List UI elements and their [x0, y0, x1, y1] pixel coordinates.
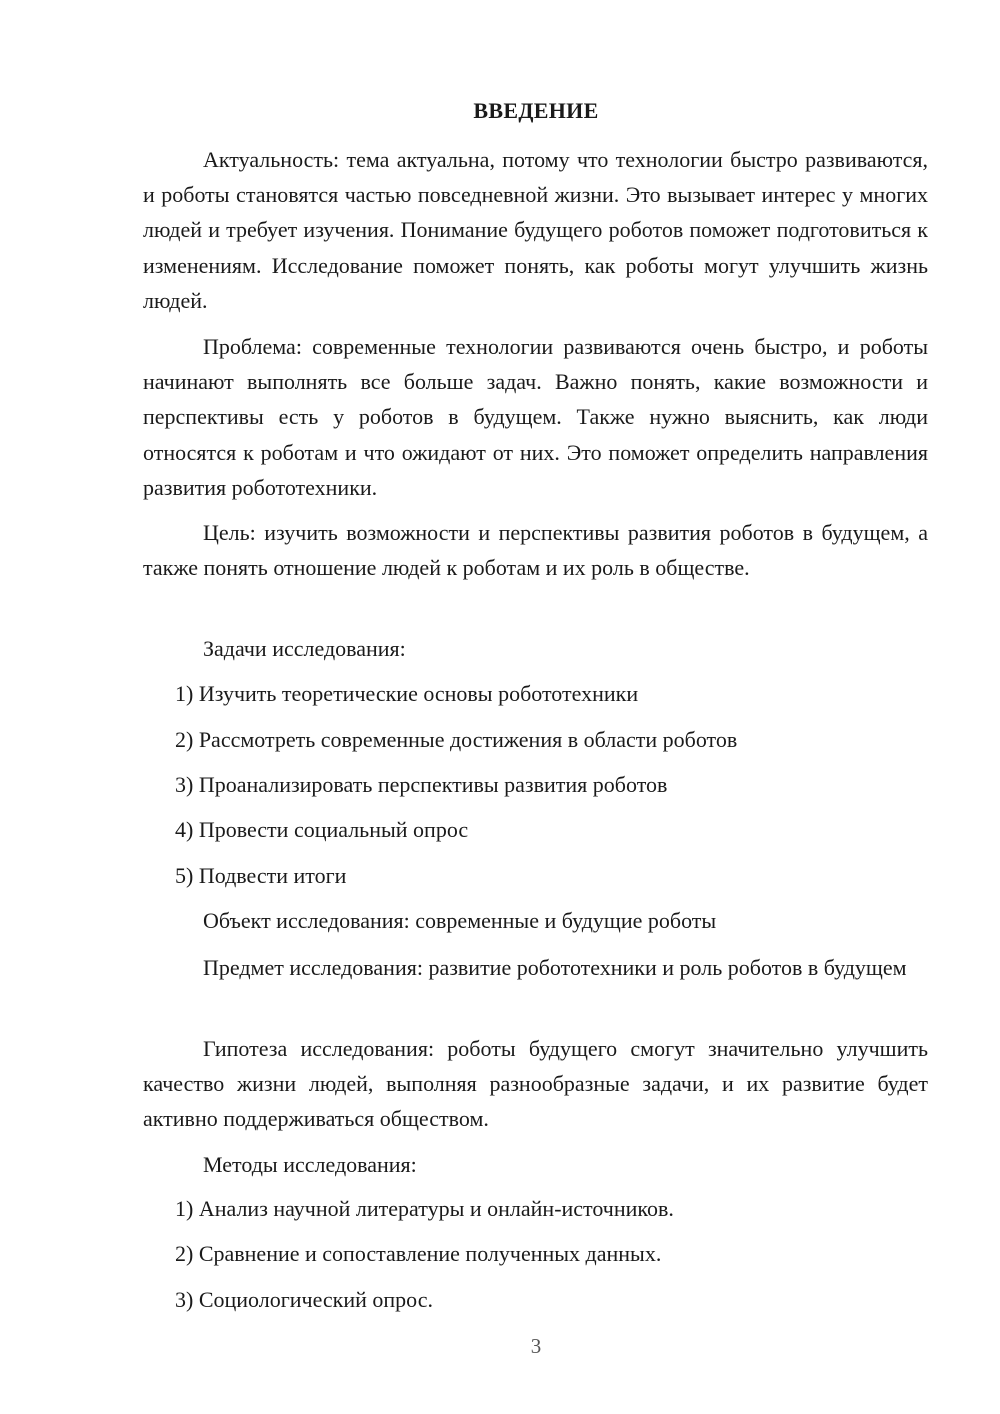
task-item-5: 5) Подвести итоги [175, 863, 347, 888]
task-item-1: 1) Изучить теоретические основы робототехники [175, 681, 639, 706]
goal-paragraph: Цель: изучить возможности и перспективы развития роботов в будущем, а также понять отношение людей к роботам и их роль в обществе. [143, 520, 928, 581]
page-number: 3 [530, 1334, 542, 1358]
task-item-2: 2) Рассмотреть современные достижения в области роботов [175, 727, 738, 752]
method-item-2: 2) Сравнение и сопоставление полученных данных. [175, 1241, 662, 1266]
relevance-paragraph: Актуальность: тема актуальна, потому что технологии быстро развиваются, и роботы становятся частью повседневной жизни. Это вызывает интерес у многих людей и требует изучения. Понимание будущего роботов поможет подготовиться к изменениям. Исследование поможет понять, как роботы могут улучшить жизнь людей. [143, 147, 928, 313]
method-item-3: 3) Социологический опрос. [175, 1287, 433, 1312]
section-title: ВВЕДЕНИЕ [473, 98, 599, 123]
problem-paragraph: Проблема: современные технологии развиваются очень быстро, и роботы начинают выполнять все больше задач. Важно понять, какие возможности и перспективы есть у роботов в будущем. Также нужно выяснить, как люди относятся к роботам и что ожидают от них. Это поможет определить направления развития робототехники. [143, 334, 928, 500]
hypothesis-paragraph: Гипотеза исследования: роботы будущего смогут значительно улучшить качество жизни людей, выполняя разнообразные задачи, и их развитие будет активно поддерживаться обществом. [143, 1036, 928, 1132]
method-item-1: 1) Анализ научной литературы и онлайн-источников. [175, 1196, 674, 1221]
tasks-heading: Задачи исследования: [203, 636, 406, 661]
methods-heading: Методы исследования: [203, 1152, 417, 1177]
task-item-3: 3) Проанализировать перспективы развития роботов [175, 772, 668, 797]
object-line: Объект исследования: современные и будущие роботы [203, 908, 717, 933]
task-item-4: 4) Провести социальный опрос [175, 817, 469, 842]
subject-paragraph: Предмет исследования: развитие робототехники и роль роботов в будущем [203, 955, 907, 980]
